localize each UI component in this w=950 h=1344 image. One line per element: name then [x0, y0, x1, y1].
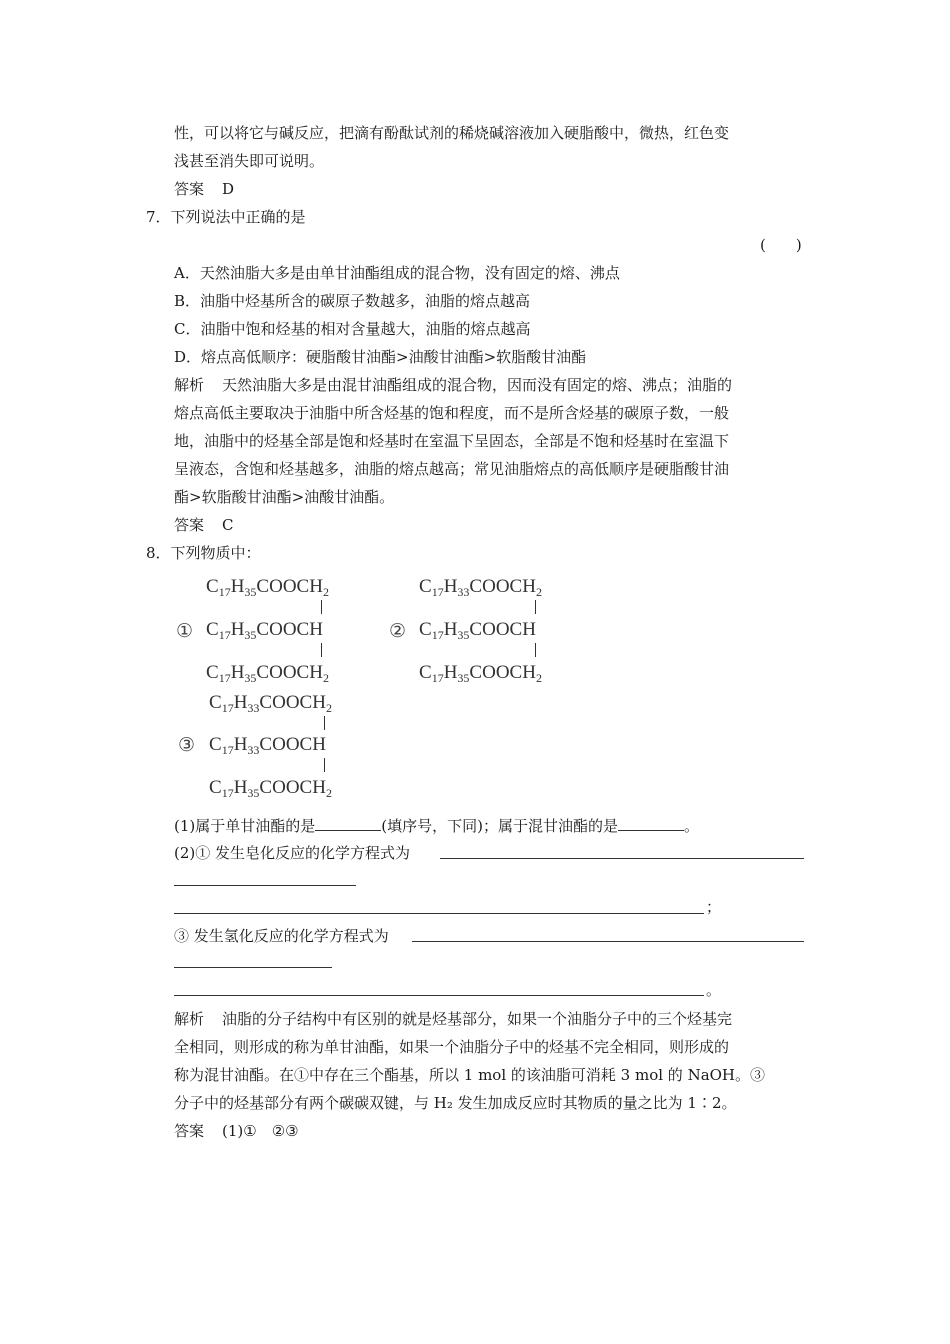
- q7-option-a: A．天然油脂大多是由单甘油酯组成的混合物，没有固定的熔、沸点: [174, 264, 620, 282]
- answer-label: 答案: [174, 1122, 205, 1140]
- q8-analysis-line-1: [174, 1009, 732, 1029]
- structure-2-bond-2: [535, 643, 536, 657]
- answer-label: 答案: [174, 180, 205, 198]
- q8-sub2: (2)① 发生皂化反应的化学方程式为: [174, 844, 411, 862]
- structure-2-mid: $C_{17}H_{35}COOCH$: [419, 619, 536, 642]
- structure-3-top: $C_{17}H_{33}COOCH_2$: [209, 692, 332, 715]
- q7-option-b: B．油脂中烃基所含的碳原子数越多，油脂的熔点越高: [174, 292, 531, 310]
- sub2-blank-line-2[interactable]: [174, 885, 356, 886]
- structure-1-bond-2: [321, 643, 322, 657]
- structure-2-marker: ②: [389, 620, 407, 642]
- sub1-text-a: (1)属于单甘油酯的是: [174, 817, 316, 835]
- q6-text-line-2: 浅甚至消失即可说明。: [174, 152, 325, 170]
- answer-value: (1)① ②③: [222, 1122, 299, 1140]
- sub2-blank-line-3[interactable]: [174, 913, 704, 914]
- answer-value: D: [222, 180, 235, 198]
- q8-stem: 8．下列物质中：: [146, 544, 261, 562]
- q7-option-c: C．油脂中饱和烃基的相对含量越大，油脂的熔点越高: [174, 320, 531, 338]
- sub2-semicolon: ；: [706, 898, 722, 916]
- sub3-blank-line-3[interactable]: [174, 995, 704, 996]
- sub3-blank-line-2[interactable]: [174, 967, 332, 968]
- structure-1-top: $C_{17}H_{35}COOCH_2$: [206, 576, 329, 599]
- structure-2-top: $C_{17}H_{33}COOCH_2$: [419, 576, 542, 599]
- structure-1-bond-1: [321, 600, 322, 614]
- q7-answer: [174, 515, 234, 535]
- q7-analysis-line-2: 熔点高低主要取决于油脂中所含烃基的饱和程度，而不是所含烃基的碳原子数，一般: [174, 404, 730, 422]
- structure-2-bot: $C_{17}H_{35}COOCH_2$: [419, 662, 542, 685]
- structure-1-marker: ①: [176, 620, 194, 642]
- q8-analysis-line-3: 称为混甘油酯。在①中存在三个酯基，所以 1 mol 的该油脂可消耗 3 mol 的 NaOH。③: [174, 1066, 766, 1084]
- q7-analysis-line-4: 呈液态，含饱和烃基越多，油脂的熔点越高；常见油脂熔点的高低顺序是硬脂酸甘油: [174, 460, 730, 478]
- q8-sub1: [174, 816, 699, 836]
- q6-text-line-1: 性，可以将它与碱反应，把滴有酚酞试剂的稀烧碱溶液加入硬脂酸中，微热，红色变: [174, 124, 730, 142]
- sub1-text-b: (填序号，下同)；属于混甘油酯的是: [381, 817, 618, 835]
- structure-3-marker: ③: [178, 734, 196, 756]
- q7-analysis-line-1: [174, 375, 732, 395]
- q7-stem: 7．下列说法中正确的是: [146, 208, 306, 226]
- q8-analysis-line-4: 分子中的烃基部分有两个碳碳双键，与 H₂ 发生加成反应时其物质的量之比为 1∶2。: [174, 1094, 737, 1112]
- analysis-text: 天然油脂大多是由混甘油酯组成的混合物，因而没有固定的熔、沸点；油脂的: [222, 376, 733, 394]
- sub1-blank-2[interactable]: [618, 816, 684, 831]
- analysis-label: 解析: [174, 376, 205, 394]
- structure-3-bond-2: [324, 758, 325, 772]
- sub2-blank-line-1[interactable]: [440, 858, 804, 859]
- q8-answer: [174, 1121, 299, 1141]
- sub3-period: 。: [706, 981, 722, 999]
- q8-analysis-line-2: 全相同，则形成的称为单甘油酯，如果一个油脂分子中的烃基不完全相同，则形成的: [174, 1038, 730, 1056]
- structure-2-bond-1: [535, 600, 536, 614]
- q6-answer: [174, 179, 234, 199]
- answer-label: 答案: [174, 516, 205, 534]
- structure-1-bot: $C_{17}H_{35}COOCH_2$: [206, 662, 329, 685]
- q7-answer-bracket: ( ): [760, 236, 802, 254]
- q8-sub3: ③ 发生氢化反应的化学方程式为: [174, 927, 389, 945]
- sub3-blank-line-1[interactable]: [412, 941, 804, 942]
- q7-analysis-line-5: 酯>软脂酸甘油酯>油酸甘油酯。: [174, 488, 395, 506]
- analysis-text: 油脂的分子结构中有区别的就是烃基部分，如果一个油脂分子中的三个烃基完: [222, 1010, 733, 1028]
- sub1-end: 。: [683, 817, 699, 835]
- analysis-label: 解析: [174, 1010, 205, 1028]
- q7-analysis-line-3: 地，油脂中的烃基全部是饱和烃基时在室温下呈固态，全部是不饱和烃基时在室温下: [174, 432, 730, 450]
- structure-3-bond-1: [324, 716, 325, 730]
- answer-value: C: [222, 516, 234, 534]
- q7-option-d: D．熔点高低顺序：硬脂酸甘油酯>油酸甘油酯>软脂酸甘油酯: [174, 348, 587, 366]
- sub1-blank-1[interactable]: [315, 816, 381, 831]
- structure-3-mid: $C_{17}H_{33}COOCH$: [209, 734, 326, 757]
- structure-3-bot: $C_{17}H_{35}COOCH_2$: [209, 777, 332, 800]
- structure-1-mid: $C_{17}H_{35}COOCH$: [206, 619, 323, 642]
